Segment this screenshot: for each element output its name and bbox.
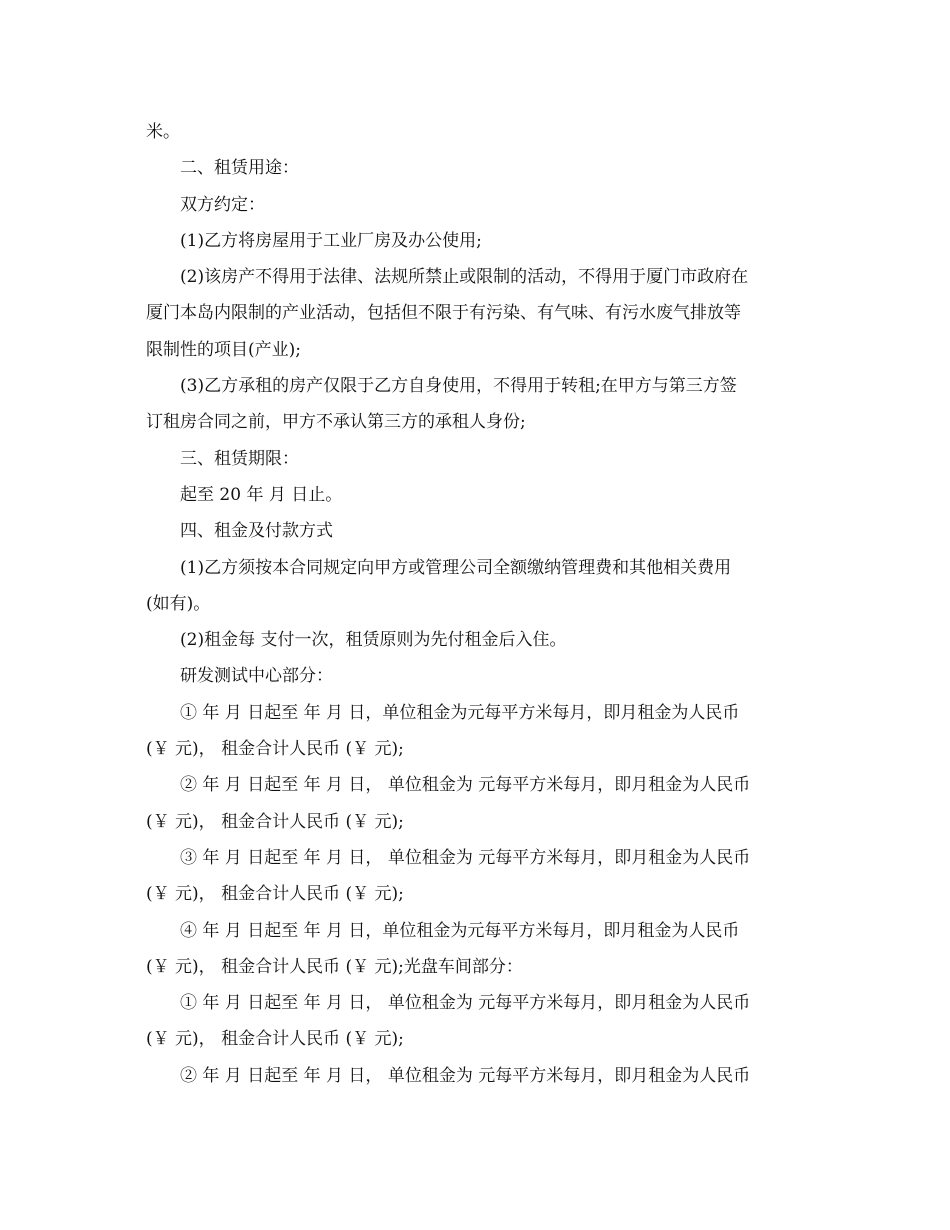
document-line: 研发测试中心部分：: [180, 666, 333, 687]
document-line: (3)乙方承租的房产仅限于乙方自身使用，不得用于转租;在甲方与第三方签: [180, 376, 737, 397]
document-line: 二、租赁用途：: [180, 158, 299, 179]
document-line: (如有)。: [146, 593, 211, 614]
document-line: (1)乙方须按本合同规定向甲方或管理公司全额缴纳管理费和其他相关费用: [180, 557, 732, 578]
document-line: (￥ 元)， 租金合计人民币 (￥ 元);: [146, 811, 404, 832]
document-line: ① 年 月 日起至 年 月 日，单位租金为元每平方米每月，即月租金为人民币: [180, 702, 740, 723]
document-line: 双方约定：: [180, 194, 265, 215]
document-line: ① 年 月 日起至 年 月 日， 单位租金为 元每平方米每月，即月租金为人民币: [180, 993, 751, 1014]
document-line: 订租房合同之前，甲方不承认第三方的承租人身份;: [146, 412, 526, 433]
document-line: (1)乙方将房屋用于工业厂房及办公使用;: [180, 230, 482, 251]
document-line: (￥ 元)， 租金合计人民币 (￥ 元);: [146, 884, 404, 905]
document-line: 米。: [146, 122, 180, 142]
document-line: 限制性的项目(产业);: [146, 339, 301, 360]
document-line: ② 年 月 日起至 年 月 日， 单位租金为 元每平方米每月，即月租金为人民币: [180, 1065, 751, 1086]
document-line: 三、租赁期限：: [180, 448, 299, 469]
document-line: (￥ 元)， 租金合计人民币 (￥ 元);: [146, 739, 404, 760]
document-line: (￥ 元)， 租金合计人民币 (￥ 元);: [146, 1029, 404, 1050]
document-line: ② 年 月 日起至 年 月 日， 单位租金为 元每平方米每月，即月租金为人民币: [180, 775, 751, 796]
document-line: ③ 年 月 日起至 年 月 日， 单位租金为 元每平方米每月，即月租金为人民币: [180, 847, 751, 868]
document-line: 起至 20 年 月 日止。: [180, 484, 343, 505]
document-line: 四、租金及付款方式: [180, 521, 333, 542]
document-line: (2)租金每 支付一次，租赁原则为先付租金后入住。: [180, 630, 567, 651]
document-line: 厦门本岛内限制的产业活动，包括但不限于有污染、有气味、有污水废气排放等: [146, 303, 741, 324]
document-body: [146, 114, 800, 1094]
document-line: (￥ 元)， 租金合计人民币 (￥ 元);光盘车间部分：: [146, 956, 523, 977]
document-line: (2)该房产不得用于法律、法规所禁止或限制的活动，不得用于厦门市政府在: [180, 267, 749, 288]
document-line: ④ 年 月 日起至 年 月 日，单位租金为元每平方米每月，即月租金为人民币: [180, 920, 740, 941]
